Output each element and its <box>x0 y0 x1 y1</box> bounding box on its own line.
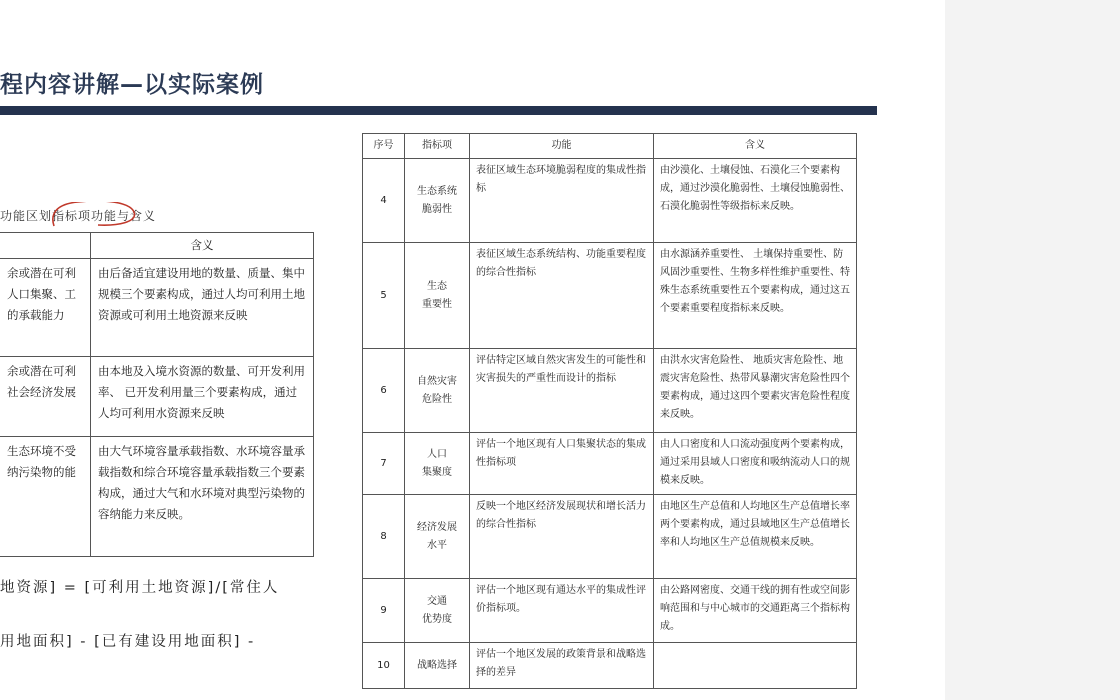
header-cell-indicator: 指标项 <box>405 134 470 159</box>
table-cell: 由后备适宜建设用地的数量、质量、集中规模三个要素构成，通过人均可利用土地资源或可利用土地资源来反映 <box>91 259 314 357</box>
table-cell <box>0 357 91 437</box>
indicator-meaning: 由地区生产总值和人均地区生产总值增长率两个要素构成，通过县域地区生产总值增长率和人均地区生产总值规模来反映。 <box>654 495 857 579</box>
row-number: 10 <box>363 643 405 689</box>
indicator-function: 评估一个地区发展的政策背景和战略选择的差异 <box>470 643 654 689</box>
indicator-function: 表征区域生态环境脆弱程度的集成性指标 <box>470 159 654 243</box>
header-cell-meaning: 含义 <box>654 134 857 159</box>
header-cell-function: 功能 <box>470 134 654 159</box>
cell-text: 生态环境不受 纳污染物的能 <box>7 444 76 479</box>
row-number: 8 <box>363 495 405 579</box>
table-row <box>363 243 857 349</box>
left-table <box>0 232 314 557</box>
table-caption: 功能区划指标项功能与含义 <box>0 209 157 223</box>
indicator-function: 评估一个地区现有通达水平的集成性评价指标项。 <box>470 579 654 643</box>
indicator-meaning: 由洪水灾害危险性、 地质灾害危险性、地震灾害危险性、热带风暴潮灾害危险性四个要素构成，通过这四个要素灾害危险性程度来反映。 <box>654 349 857 433</box>
cell-text: 余或潜在可利 社会经济发展 <box>7 364 76 399</box>
row-number: 7 <box>363 433 405 495</box>
row-number: 5 <box>363 243 405 349</box>
indicator-text: 经济发展 水平 <box>417 521 457 551</box>
indicator-meaning: 由沙漠化、土壤侵蚀、石漠化三个要素构成，通过沙漠化脆弱性、土壤侵蚀脆弱性、石漠化脆弱性等级指标来反映。 <box>654 159 857 243</box>
row-number: 6 <box>363 349 405 433</box>
table-cell: 由大气环境容量承载指数、水环境容量承载指数和综合环境容量承载指数三个要素构成，通过大气和水环境对典型污染物的容纳能力来反映。 <box>91 437 314 557</box>
indicator-function: 评估特定区域自然灾害发生的可能性和灾害损失的严重性而设计的指标 <box>470 349 654 433</box>
table-row <box>0 357 314 437</box>
indicator-name <box>405 243 470 349</box>
indicator-function: 表征区域生态系统结构、功能重要程度的综合性指标 <box>470 243 654 349</box>
table-row <box>363 579 857 643</box>
left-document-excerpt <box>0 202 322 572</box>
header-cell <box>0 233 91 259</box>
indicator-text: 自然灾害 危险性 <box>417 375 457 405</box>
row-number: 9 <box>363 579 405 643</box>
row-number: 4 <box>363 159 405 243</box>
table-header-row <box>0 233 314 259</box>
formula-line-1: 地资源] = [可利用土地资源]/[常住人 <box>0 580 280 596</box>
header-cell-number: 序号 <box>363 134 405 159</box>
indicator-text: 生态系统 脆弱性 <box>417 185 457 215</box>
indicator-function: 反映一个地区经济发展现状和增长活力的综合性指标 <box>470 495 654 579</box>
indicator-meaning: 由人口密度和人口流动强度两个要素构成，通过采用县域人口密度和吸纳流动人口的规模来反映。 <box>654 433 857 495</box>
slide-title: 程内容讲解—以实际案例 <box>0 72 264 98</box>
indicator-table <box>362 133 857 689</box>
indicator-meaning: 由水源涵养重要性、 土壤保持重要性、防风固沙重要性、生物多样性维护重要性、特殊生态系统重要性五个要素构成，通过这五个要素重要程度指标来反映。 <box>654 243 857 349</box>
indicator-name <box>405 349 470 433</box>
red-pen-annotation <box>48 202 140 230</box>
table-header-row <box>363 134 857 159</box>
indicator-name <box>405 579 470 643</box>
indicator-text: 战略选择 <box>417 659 457 671</box>
indicator-name <box>405 159 470 243</box>
table-cell <box>0 437 91 557</box>
table-row <box>0 259 314 357</box>
indicator-meaning: 由公路网密度、交通干线的拥有性或空间影响范围和与中心城市的交通距离三个指标构成。 <box>654 579 857 643</box>
indicator-text: 生态 重要性 <box>422 280 452 310</box>
table-row <box>0 437 314 557</box>
table-row <box>363 159 857 243</box>
table-row <box>363 349 857 433</box>
side-panel <box>945 0 1120 700</box>
indicator-function: 评估一个地区现有人口集聚状态的集成性指标项 <box>470 433 654 495</box>
indicator-name <box>405 643 470 689</box>
title-underline-bar <box>0 106 877 115</box>
table-cell: 由本地及入境水资源的数量、可开发利用率、 已开发利用量三个要素构成，通过人均可利用水资源来反映 <box>91 357 314 437</box>
indicator-text: 人口 集聚度 <box>422 448 452 478</box>
table-row <box>363 433 857 495</box>
cell-text: 余或潜在可利 人口集聚、工 的承载能力 <box>7 266 76 322</box>
table-row <box>363 495 857 579</box>
indicator-meaning <box>654 643 857 689</box>
table-row <box>363 643 857 689</box>
formula-line-2: 用地面积] - [已有建设用地面积] - <box>0 634 256 650</box>
indicator-name <box>405 495 470 579</box>
indicator-text: 交通 优势度 <box>422 595 452 625</box>
header-cell-meaning: 含义 <box>91 233 314 259</box>
table-cell <box>0 259 91 357</box>
indicator-name <box>405 433 470 495</box>
